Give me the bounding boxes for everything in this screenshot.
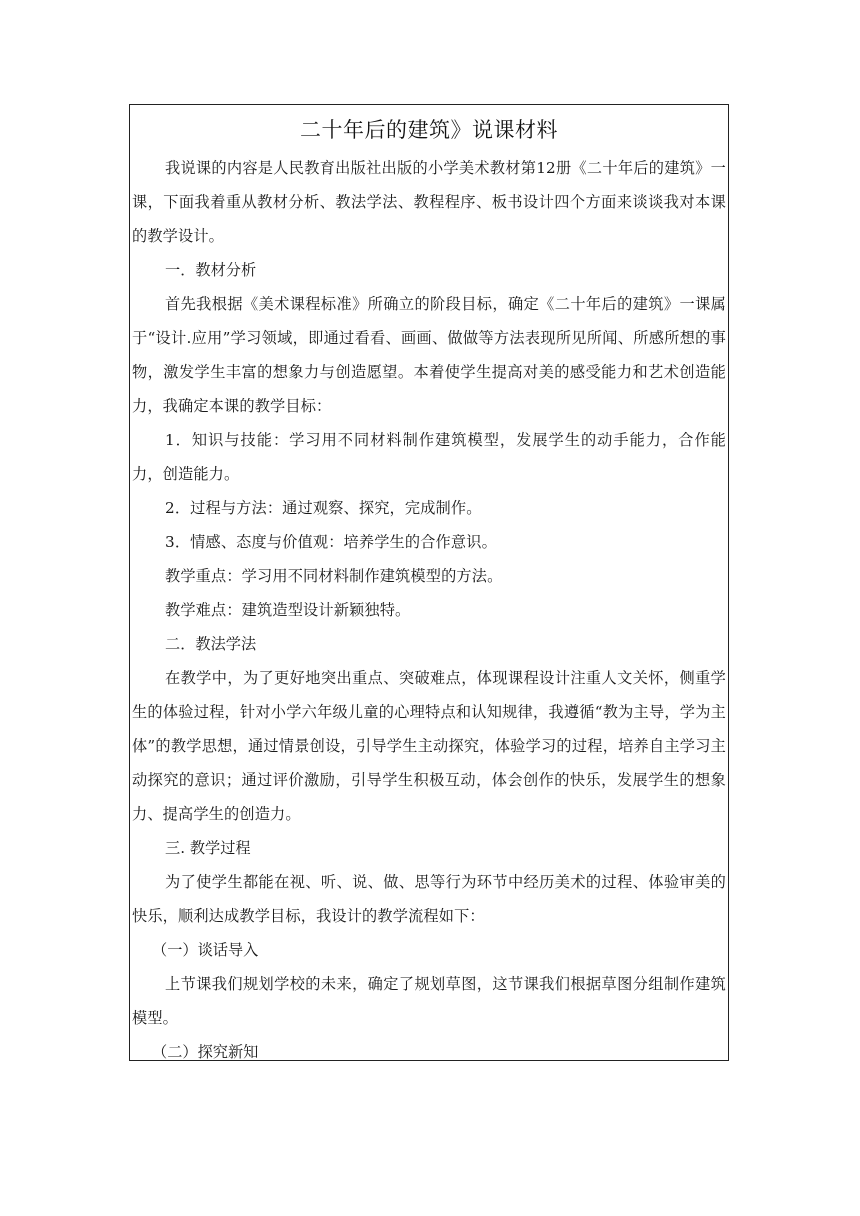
intro-paragraph: 我说课的内容是人民教育出版社出版的小学美术教材第12册《二十年后的建筑》一课，下面我着重从教材分析、教法学法、教程程序、板书设计四个方面来谈谈我对本课的教学设计。 bbox=[132, 159, 726, 245]
methods-paragraph: 在教学中，为了更好地突出重点、突破难点，体现课程设计注重人文关怀，侧重学生的体验过程，针对小学六年级儿童的心理特点和认知规律，我遵循“教为主导，学为主体”的教学思想，通过情景创设，引导学生主动探究，体验学习的过程，培养自主学习主动探究的意识；通过评价激励，引导学生积极互动，体会创作的快乐，发展学生的想象力、提高学生的创造力。 bbox=[132, 669, 726, 823]
step-heading-explore: （二）探究新知 bbox=[152, 1043, 259, 1061]
goal-emotion-attitude: 3．情感、态度与价值观：培养学生的合作意识。 bbox=[165, 533, 497, 551]
materials-paragraph: 首先我根据《美术课程标准》所确立的阶段目标，确定《二十年后的建筑》一课属于“设计.应用”学习领域，即通过看看、画画、做做等方法表现所见所闻、所感所想的事物，激发学生丰富的想象力与创造愿望。本着使学生提高对美的感受能力和艺术创造能力，我确定本课的教学目标： bbox=[132, 295, 726, 415]
document-title: 二十年后的建筑》说课材料 bbox=[300, 118, 558, 142]
teaching-difficulty: 教学难点：建筑造型设计新颖独特。 bbox=[165, 601, 411, 619]
section-heading-materials: 一．教材分析 bbox=[165, 261, 257, 279]
teaching-key-point: 教学重点：学习用不同材料制作建筑模型的方法。 bbox=[165, 567, 503, 585]
step-intro-text: 上节课我们规划学校的未来，确定了规划草图，这节课我们根据草图分组制作建筑模型。 bbox=[132, 975, 726, 1027]
section-heading-methods: 二．教法学法 bbox=[165, 635, 257, 653]
step-heading-intro: （一）谈话导入 bbox=[152, 941, 259, 959]
document-frame bbox=[129, 104, 729, 1061]
process-paragraph: 为了使学生都能在视、听、说、做、思等行为环节中经历美术的过程、体验审美的快乐，顺利达成教学目标，我设计的教学流程如下： bbox=[132, 873, 726, 925]
section-heading-process: 三. 教学过程 bbox=[165, 839, 251, 857]
goal-knowledge-skills: 1．知识与技能：学习用不同材料制作建筑模型，发展学生的动手能力，合作能力，创造能力。 bbox=[132, 431, 726, 483]
goal-process-method: 2．过程与方法：通过观察、探究，完成制作。 bbox=[165, 499, 482, 517]
